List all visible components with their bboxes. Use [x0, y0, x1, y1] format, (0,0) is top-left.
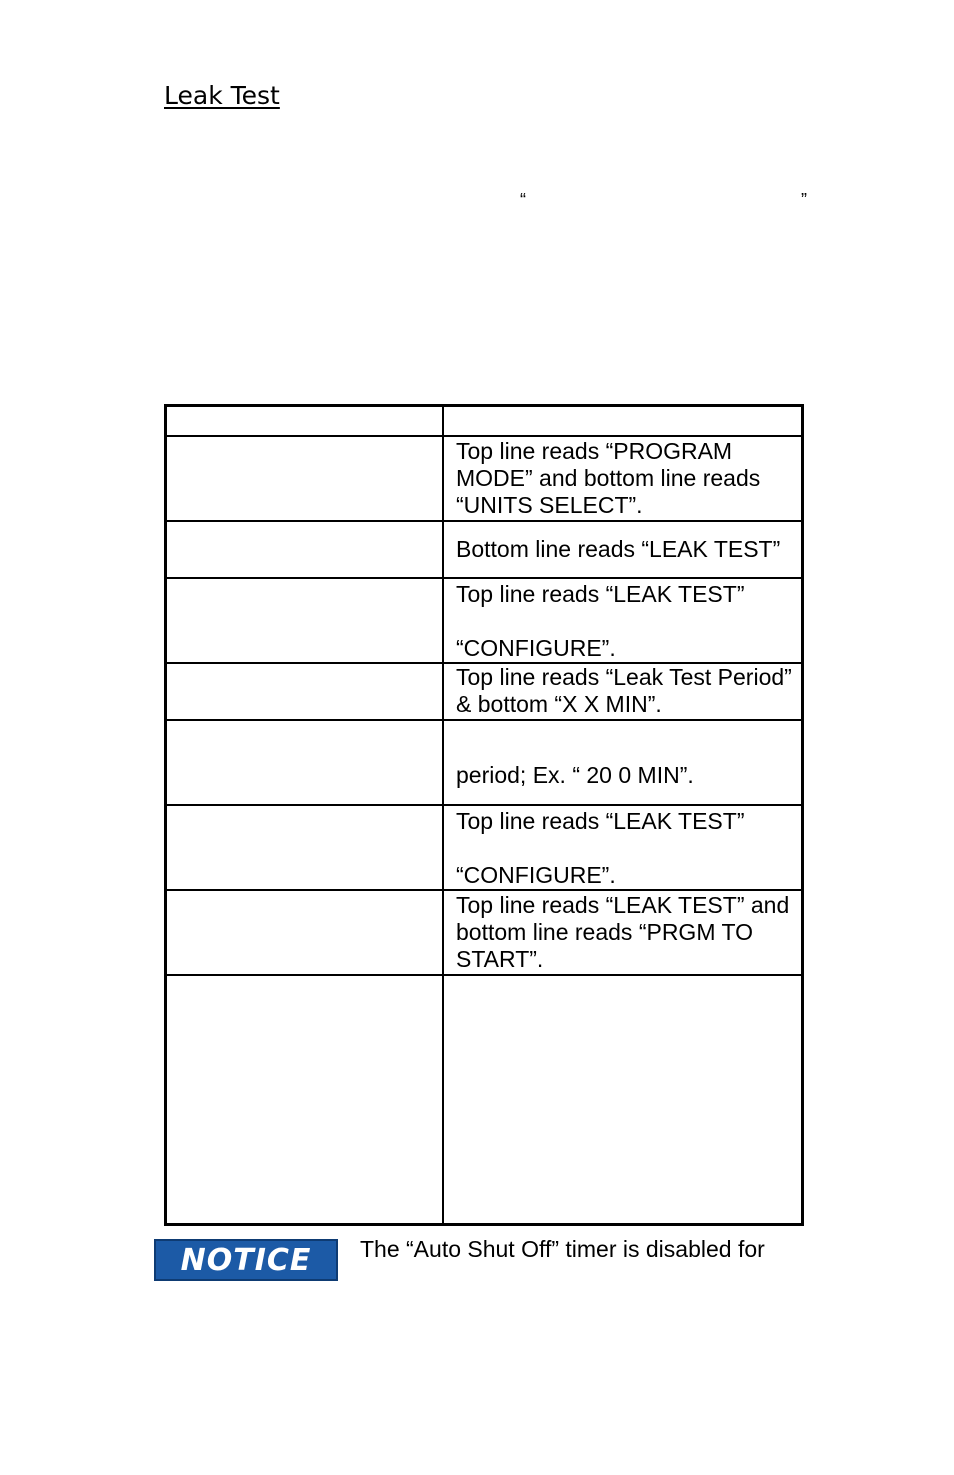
table-row — [166, 805, 803, 890]
result-cell — [443, 975, 803, 1225]
step-cell — [166, 975, 444, 1225]
table-row — [166, 521, 803, 578]
result-text: Top line reads “PROGRAM MODE” and bottom line reads “UNITS SELECT”. — [456, 437, 761, 518]
step-cell — [166, 890, 444, 975]
result-text: Top line reads “LEAK TEST” “CONFIGURE”. — [456, 807, 745, 888]
table-row — [166, 663, 803, 720]
page-title: Leak Test — [164, 81, 280, 110]
result-cell — [443, 521, 803, 578]
result-cell — [443, 663, 803, 720]
table-row — [166, 890, 803, 975]
result-cell — [443, 720, 803, 805]
close-quote: ” — [801, 190, 807, 210]
step-cell — [166, 805, 444, 890]
result-text: Top line reads “Leak Test Period” & bottom “X X MIN”. — [456, 664, 792, 717]
result-text: period; Ex. “ 20 0 MIN”. — [456, 762, 694, 788]
step-cell — [166, 578, 444, 663]
notice-text: The “Auto Shut Off” timer is disabled for — [360, 1236, 765, 1262]
open-quote: “ — [520, 190, 526, 210]
result-text: Top line reads “LEAK TEST” “CONFIGURE”. — [456, 580, 745, 661]
leak-test-steps-table — [164, 404, 804, 1226]
table-row — [166, 436, 803, 521]
table-row — [166, 406, 803, 436]
step-cell — [166, 521, 444, 578]
table-row — [166, 720, 803, 805]
notice-badge-label: NOTICE — [180, 1242, 312, 1278]
result-cell — [443, 578, 803, 663]
step-cell — [166, 406, 444, 436]
result-text: Top line reads “LEAK TEST” and bottom line reads “PRGM TO START”. — [456, 891, 790, 972]
step-cell — [166, 720, 444, 805]
step-cell — [166, 436, 444, 521]
result-cell — [443, 890, 803, 975]
table-row — [166, 975, 803, 1225]
result-cell — [443, 805, 803, 890]
notice-badge — [154, 1239, 338, 1281]
result-cell — [443, 436, 803, 521]
result-cell — [443, 406, 803, 436]
result-text: Bottom line reads “LEAK TEST” — [456, 535, 781, 562]
table-row — [166, 578, 803, 663]
step-cell — [166, 663, 444, 720]
